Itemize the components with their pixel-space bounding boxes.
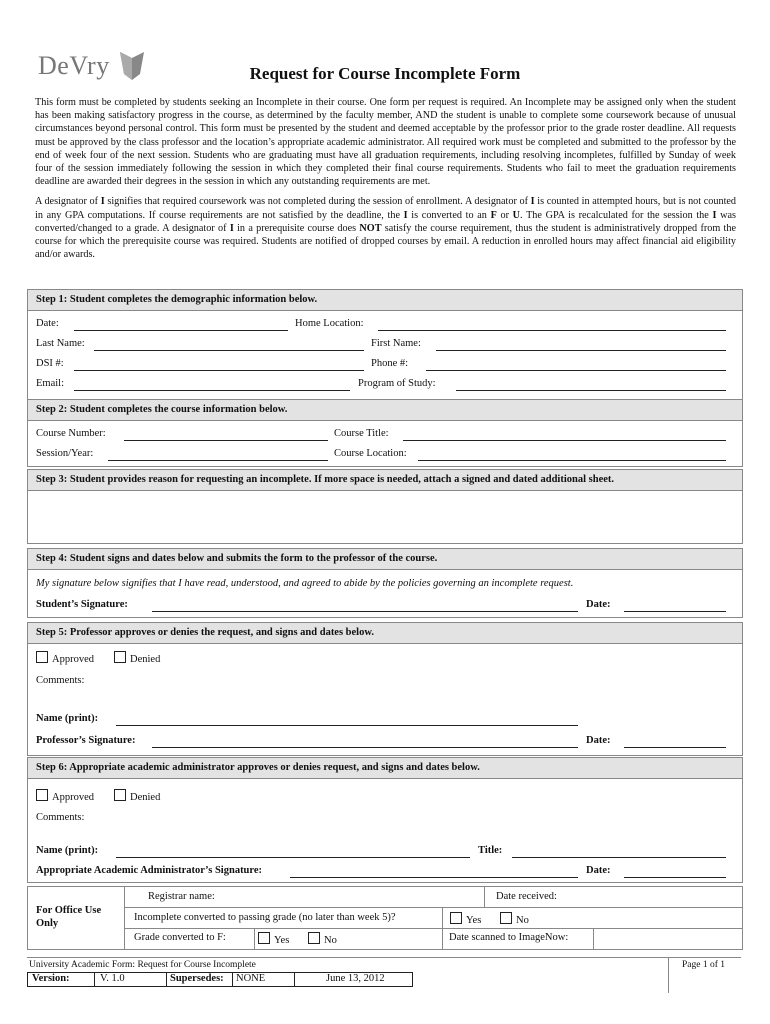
footer-supersedes-label: Supersedes: <box>170 973 224 984</box>
professor-signature-field[interactable] <box>152 747 578 748</box>
admin-denied-option[interactable]: Denied <box>114 789 160 803</box>
program-field[interactable] <box>456 390 726 391</box>
step3-heading: Step 3: Student provides reason for requesting an incomplete. If more space is needed, attach a signed and dated additional sheet. <box>28 470 742 491</box>
course-number-field[interactable] <box>124 440 328 441</box>
registrar-name-label: Registrar name: <box>148 891 215 902</box>
checkbox-icon[interactable] <box>450 912 462 924</box>
date-label: Date: <box>36 318 59 329</box>
form-title: Request for Course Incomplete Form <box>249 64 521 83</box>
first-name-label: First Name: <box>371 338 421 349</box>
home-location-label: Home Location: <box>295 318 364 329</box>
course-number-label: Course Number: <box>36 428 106 439</box>
office-use-label-cell <box>28 887 125 949</box>
step5-heading: Step 5: Professor approves or denies the request, and signs and dates below. <box>28 623 742 644</box>
professor-date-field[interactable] <box>624 747 726 748</box>
footer-version-table <box>27 972 413 987</box>
footer-date: June 13, 2012 <box>326 973 385 984</box>
admin-signature-field[interactable] <box>290 877 578 878</box>
admin-comments-label: Comments: <box>36 812 85 823</box>
checkbox-icon[interactable] <box>114 789 126 801</box>
step4-heading: Step 4: Student signs and dates below and submits the form to the professor of the course. <box>28 549 742 570</box>
step1-section <box>27 289 743 400</box>
step3-section <box>27 469 743 544</box>
program-label: Program of Study: <box>358 378 436 389</box>
course-title-field[interactable] <box>403 440 726 441</box>
grade-f-no-option[interactable]: No <box>308 932 337 946</box>
student-signature-label: Student’s Signature: <box>36 599 128 610</box>
footer-version-value: V. 1.0 <box>100 973 125 984</box>
converted-passing-label: Incomplete converted to passing grade (no later than week 5)? <box>134 912 396 923</box>
checkbox-icon[interactable] <box>36 651 48 663</box>
step4-section <box>27 548 743 618</box>
professor-denied-option[interactable]: Denied <box>114 651 160 665</box>
date-received-label: Date received: <box>496 891 557 902</box>
converted-yes-option[interactable]: Yes <box>450 912 481 926</box>
student-signature-field[interactable] <box>152 611 578 612</box>
step5-section <box>27 622 743 756</box>
date-scanned-label: Date scanned to ImageNow: <box>449 932 569 943</box>
course-title-label: Course Title: <box>334 428 389 439</box>
step6-section <box>27 757 743 883</box>
session-year-field[interactable] <box>108 460 328 461</box>
checkbox-icon[interactable] <box>36 789 48 801</box>
professor-name-label: Name (print): <box>36 713 99 724</box>
intro-text <box>35 96 736 268</box>
grade-f-yes-option[interactable]: Yes <box>258 932 289 946</box>
first-name-field[interactable] <box>436 350 726 351</box>
email-label: Email: <box>36 378 64 389</box>
student-date-label: Date: <box>586 599 611 610</box>
admin-date-label: Date: <box>586 865 611 876</box>
last-name-label: Last Name: <box>36 338 85 349</box>
intro-paragraph-1: This form must be completed by students seeking an Incomplete in their course. One form per request is required. An Incomplete may be assigned only when the student has been making satisfactory progress in the course, as determined by the faculty member, AND the student is unable to complete some coursework because of unusual circumstances beyond personal control. This form must be presented by the student and deemed acceptable by the professor prior to the grade roster deadline. All requests must be approved by the class professor and the location’s appropriate academic administrator. All required work must be completed and submitted to the professor by the end of week four of the next session. Students who are graduating must have all graduation requirements, including resolving incompletes, fulfilled by Sunday of week four of the session immediately following the session in which they completed their final course requirements. Students who fail to meet the graduation requirements deadline are awarded their degrees in the session in which any outstanding requirements are met. <box>35 97 736 188</box>
reason-textarea[interactable] <box>28 491 742 543</box>
session-year-label: Session/Year: <box>36 448 94 459</box>
admin-title-field[interactable] <box>512 857 726 858</box>
admin-approved-option[interactable]: Approved <box>36 789 94 803</box>
admin-signature-label: Appropriate Academic Administrator’s Signature: <box>36 865 263 876</box>
converted-no-option[interactable]: No <box>500 912 529 926</box>
step2-section <box>27 399 743 467</box>
professor-date-label: Date: <box>586 735 611 746</box>
intro-paragraph-2: A designator of I signifies that required coursework was not completed during the session of enrollment. A designator of I is counted in attempted hours, but is not counted in any GPA computations. If course requirements are not satisfied by the deadline, the I is converted to an F or U. The GPA is recalculated for the session the I was converted/changed to a grade. A designator of I in a prerequisite course does NOT satisfy the course requirement, thus the student is administratively dropped from the course for which the prerequisite course was required. Students are notified of dropped courses by email. A reduction in enrolled hours may affect financial aid eligibility and/or awards. <box>35 196 737 261</box>
dsi-label: DSI #: <box>36 358 64 369</box>
office-use-table <box>27 886 743 950</box>
footer-version-label: Version: <box>32 973 70 984</box>
professor-signature-label: Professor’s Signature: <box>36 735 136 746</box>
logo-text: DeVry <box>38 51 110 80</box>
footer-page-number: Page 1 of 1 <box>682 960 726 970</box>
checkbox-icon[interactable] <box>308 932 320 944</box>
professor-name-field[interactable] <box>116 725 578 726</box>
course-location-label: Course Location: <box>334 448 407 459</box>
grade-f-label: Grade converted to F: <box>134 932 226 943</box>
step1-heading: Step 1: Student completes the demographic information below. <box>28 290 742 311</box>
admin-date-field[interactable] <box>624 877 726 878</box>
phone-field[interactable] <box>426 370 726 371</box>
footer-form-name: University Academic Form: Request for Course Incomplete <box>29 960 256 970</box>
footer-supersedes-value: NONE <box>236 973 266 984</box>
email-field[interactable] <box>74 390 350 391</box>
admin-title-label: Title: <box>478 845 503 856</box>
phone-label: Phone #: <box>371 358 409 369</box>
date-field[interactable] <box>74 330 288 331</box>
step6-heading: Step 6: Appropriate academic administrator approves or denies request, and signs and dates below. <box>28 758 742 779</box>
step2-heading: Step 2: Student completes the course information below. <box>28 400 742 421</box>
office-use-label: For Office Use Only <box>36 905 102 929</box>
professor-comments-label: Comments: <box>36 675 85 686</box>
dsi-field[interactable] <box>74 370 364 371</box>
last-name-field[interactable] <box>94 350 364 351</box>
checkbox-icon[interactable] <box>114 651 126 663</box>
student-date-field[interactable] <box>624 611 726 612</box>
student-statement: My signature below signifies that I have read, understood, and agreed to abide by the policies governing an incomplete request. <box>36 578 574 589</box>
course-location-field[interactable] <box>418 460 726 461</box>
home-location-field[interactable] <box>378 330 726 331</box>
professor-approved-option[interactable]: Approved <box>36 651 94 665</box>
checkbox-icon[interactable] <box>500 912 512 924</box>
checkbox-icon[interactable] <box>258 932 270 944</box>
admin-name-field[interactable] <box>116 857 470 858</box>
admin-name-label: Name (print): <box>36 845 99 856</box>
